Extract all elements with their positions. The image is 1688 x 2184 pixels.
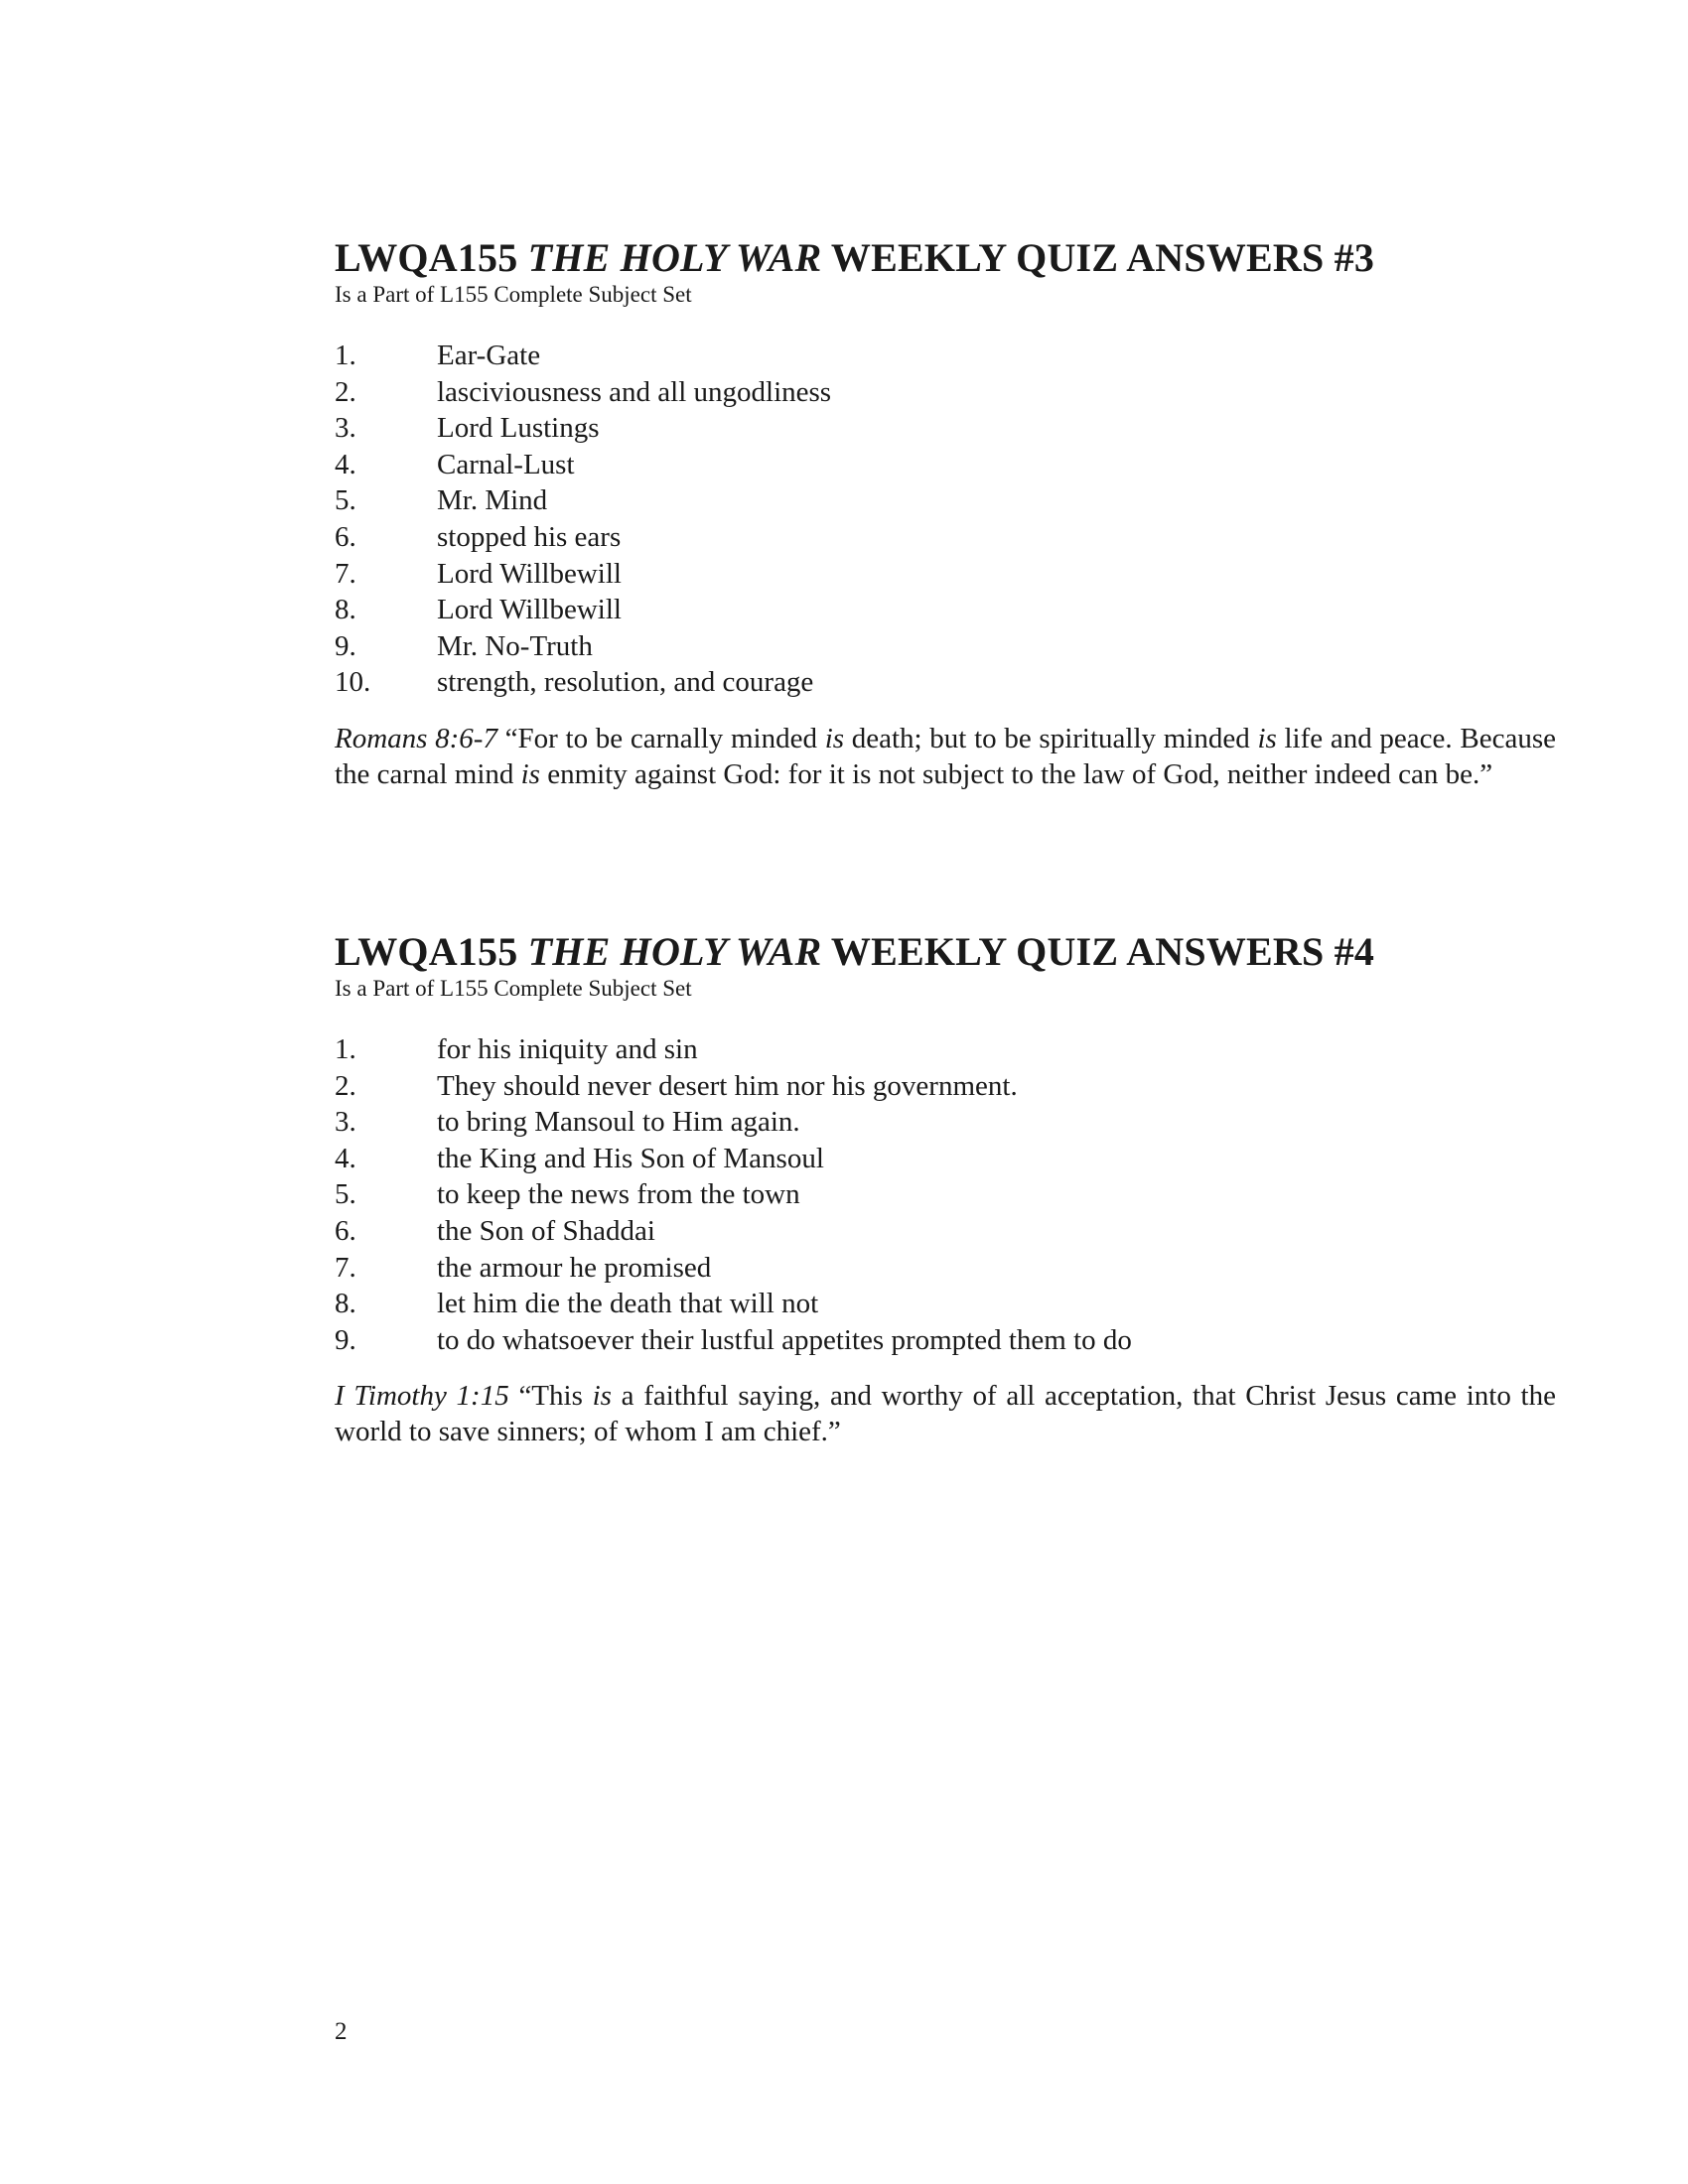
verse-text: “For to be carnally minded [496,722,825,754]
answer-text: to keep the news from the town [437,1178,800,1211]
answer-text: Lord Willbewill [437,594,622,626]
answer-text: the armour he promised [437,1251,712,1284]
answer-text: Mr. Mind [437,484,548,517]
answer-item [335,1068,1556,1105]
answer-number: 4. [335,1142,356,1174]
page-number: 2 [335,2018,348,2045]
answer-number: 6. [335,520,356,553]
section-subtitle: Is a Part of L155 Complete Subject Set [335,976,692,1001]
quiz-answers-section-3 [335,234,1556,792]
answer-text: to bring Mansoul to Him again. [437,1106,800,1139]
answer-text: let him die the death that will not [437,1288,819,1320]
answer-text: Carnal-Lust [437,448,575,480]
verse-text: life and peace. Because the carnal mind [335,722,1556,790]
answer-item [335,1104,1556,1141]
verse-reference: I Timothy 1:15 [335,1380,509,1413]
verse-reference: Romans 8:6-7 [335,722,497,754]
verse-emphasis: is [592,1380,612,1413]
verse-emphasis: is [520,757,540,790]
answer-item [335,592,1556,628]
answer-text: Mr. No-Truth [437,629,593,662]
verse-text: death; but to be spiritually minded [844,722,1258,754]
answer-item [335,519,1556,556]
answer-text: lasciviousness and all ungodliness [437,375,832,408]
answer-number: 5. [335,484,356,517]
title-book-name: THE HOLY WAR [527,929,822,974]
answer-number: 9. [335,629,356,662]
title-code: LWQA155 [335,929,518,974]
answer-item [335,1176,1556,1213]
verse-text: “This [508,1380,593,1413]
answer-number: 1. [335,1033,356,1065]
answer-item [335,628,1556,665]
answer-number: 4. [335,448,356,480]
answer-item [335,1322,1556,1359]
answer-item [335,1250,1556,1287]
verse-emphasis: is [824,722,845,754]
answer-text: strength, resolution, and courage [437,666,814,699]
answer-text: They should never desert him nor his government. [437,1069,1018,1102]
answer-item [335,482,1556,519]
answer-item [335,1213,1556,1250]
answer-number: 10. [335,666,371,699]
scripture-verse [335,721,1556,792]
section-title [335,928,1556,976]
answer-number: 5. [335,1178,356,1211]
answer-number: 7. [335,1251,356,1284]
answer-text: Ear-Gate [437,340,541,371]
answer-item [335,1286,1556,1322]
answer-text: Lord Lustings [437,412,600,445]
answer-text: to do whatsoever their lustful appetites prompted them to do [437,1323,1132,1356]
answer-item [335,374,1556,411]
answer-number: 1. [335,340,356,371]
answer-item [335,338,1556,374]
answer-number: 3. [335,1106,356,1139]
verse-text: enmity against God: for it is not subject to the law of God, neither indeed can be.” [539,757,1493,790]
section-title [335,234,1556,282]
answer-text: Lord Willbewill [437,557,622,590]
section-subtitle: Is a Part of L155 Complete Subject Set [335,282,692,307]
answer-text: stopped his ears [437,520,622,553]
title-code: LWQA155 [335,235,518,280]
verse-emphasis: is [1257,722,1277,754]
answer-item [335,1031,1556,1068]
verse-text: a faithful saying, and worthy of all acceptation, that Christ Jesus came into the world to save sinners; of whom I am chief.” [335,1380,1556,1448]
answer-item [335,1141,1556,1177]
answer-number: 8. [335,1288,356,1320]
answer-item [335,410,1556,447]
answer-number: 7. [335,557,356,590]
scripture-verse [335,1378,1556,1449]
title-label: WEEKLY QUIZ ANSWERS #3 [830,235,1375,280]
answer-number: 6. [335,1214,356,1247]
answer-item [335,447,1556,483]
answer-item [335,664,1556,701]
quiz-answers-section-4 [335,928,1556,1449]
answer-list [335,1031,1556,1358]
answer-number: 2. [335,1069,356,1102]
answer-number: 9. [335,1323,356,1356]
title-label: WEEKLY QUIZ ANSWERS #4 [830,929,1375,974]
answer-list [335,338,1556,701]
answer-number: 8. [335,594,356,626]
title-book-name: THE HOLY WAR [527,235,822,280]
answer-item [335,556,1556,593]
answer-text: the King and His Son of Mansoul [437,1142,824,1174]
answer-text: for his iniquity and sin [437,1033,698,1065]
answer-number: 2. [335,375,356,408]
answer-text: the Son of Shaddai [437,1214,655,1247]
answer-number: 3. [335,412,356,445]
